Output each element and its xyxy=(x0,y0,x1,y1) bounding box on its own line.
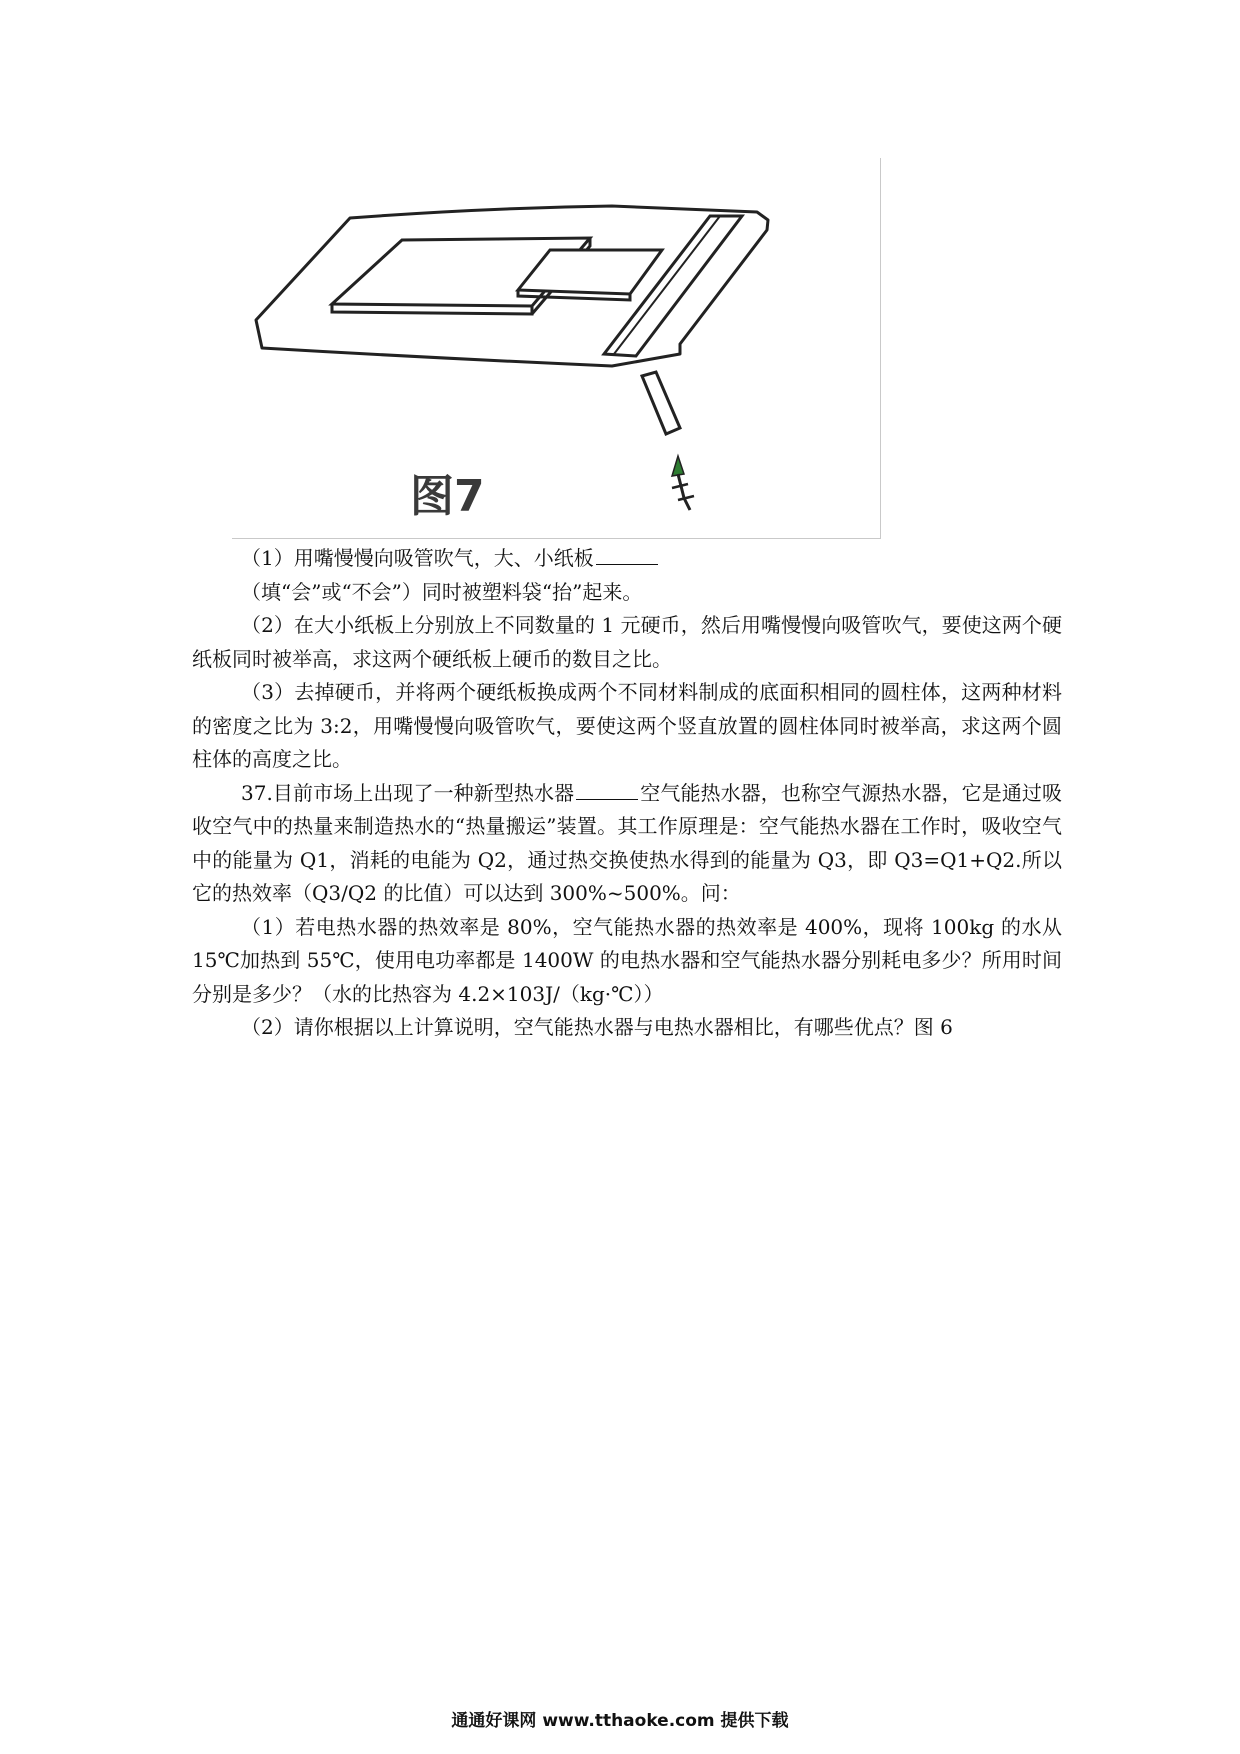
question-36-part-2: （2）在大小纸板上分别放上不同数量的 1 元硬币，然后用嘴慢慢向吸管吹气，要使这两个硬纸板同时被举高，求这两个硬纸板上硬币的数目之比。 xyxy=(192,613,1062,671)
question-36-part-3: （3）去掉硬币，并将两个硬纸板换成两个不同材料制成的底面积相同的圆柱体，这两种材料的密度之比为 3:2，用嘴慢慢向吸管吹气，要使这两个竖直放置的圆柱体同时被举高，求这两个圆柱体的高度之比。 xyxy=(192,680,1062,771)
question-36-part-1 xyxy=(192,542,1062,576)
figure-7 xyxy=(232,158,881,539)
answer-blank xyxy=(596,546,658,565)
document-body xyxy=(192,542,1062,1045)
question-37-part-2: （2）请你根据以上计算说明，空气能热水器与电热水器相比，有哪些优点？图 6 xyxy=(241,1015,953,1039)
question-37-part-1: （1）若电热水器的热效率是 80%，空气能热水器的热效率是 400%，现将 100kg 的水从 15℃加热到 55℃，使用电功率都是 1400W 的电热水器和空气能热水器分别耗电多少？所用时间分别是多少？（水的比热容为 4.2×103J/（kg·℃）） xyxy=(192,914,1062,1006)
page-footer: 通通好课网 www.tthaoke.com 提供下载 xyxy=(451,1711,789,1731)
plastic-bag-illustration xyxy=(232,158,880,538)
question-37-intro xyxy=(192,777,1062,911)
figure-caption: 图7 xyxy=(410,471,485,522)
answer-blank xyxy=(576,781,638,800)
question-36-part-1-continued: （填“会”或“不会”）同时被塑料袋“抬”起来。 xyxy=(241,579,643,604)
arrow-up-icon xyxy=(672,456,684,476)
q37-intro-lead: 37.目前市场上出现了一种新型热水器 xyxy=(241,780,575,805)
straw xyxy=(642,372,680,434)
q36-part1-text: （1）用嘴慢慢向吸管吹气，大、小纸板 xyxy=(241,546,594,570)
blow-line xyxy=(678,474,690,510)
q37-intro-body: 空气能热水器，也称空气源热水器，它是通过吸收空气中的热量来制造热水的“热量搬运”装置。其工作原理是：空气能热水器在工作时，吸收空气中的能量为 Q1，消耗的电能为 Q2，通过热交换使热水得到的能量为 Q3，即 Q3=Q1+Q2.所以它的热效率（Q3/Q2 的比值）可以达到 300%~500%。问： xyxy=(192,780,1062,905)
